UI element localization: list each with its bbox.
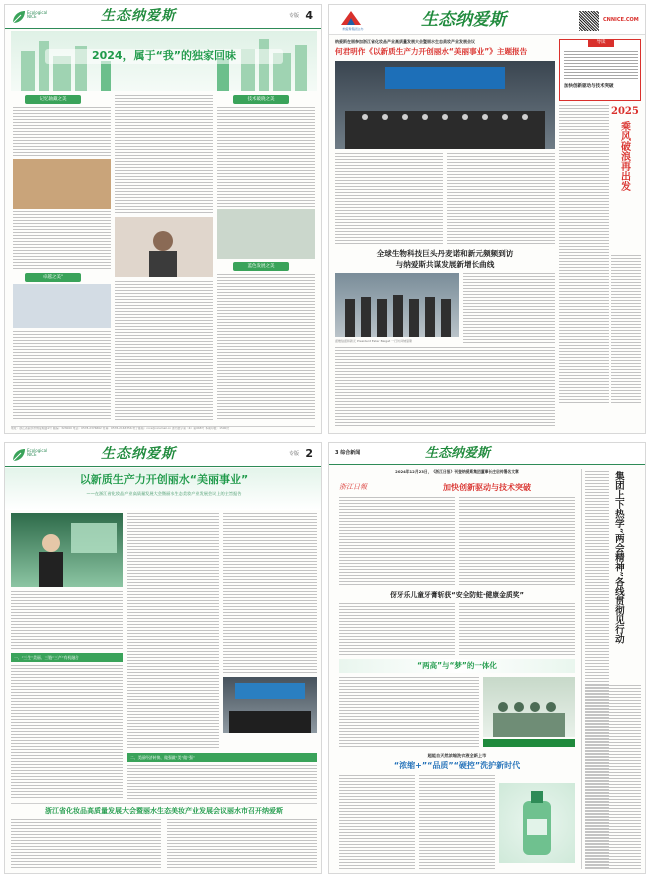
article-text [127,513,219,749]
section-tag-excellence: 卓越之美“ [25,273,81,282]
newspaper-brand: 生态纳爱斯 [421,10,506,30]
bottom-headline: “浓缩+”“品质”“硬控”洗护新时代 [393,761,521,770]
banner-title: 以新质生产力开创丽水“美丽事业” [79,473,249,486]
side-title: 集团上下热学“两会精神”各线贯彻见行动 [612,471,624,644]
presenter-photo [115,217,213,277]
eco-label: Ecological NICE [27,10,48,20]
leaf-logo-icon [11,447,27,463]
lead-kicker: 纳爱斯在丽参加浙江省化妆品产业高质量发展大会暨丽水生态美妆产业发展会议 [335,39,475,44]
page-footer: 地址：浙江省丽水市纳爱斯路1号 邮编：323000 电话：0578-2376862 传真：0578-2163356 电子邮箱：nice@nicemail.cn 浙内准字第（K）第068号 本期印数：1500份 [11,426,315,431]
article-text [11,591,123,649]
section-tag-blue-development: 蓝色发展之美 [233,262,289,271]
masthead [5,443,321,467]
banner-subtitle: ——在浙江省化妆品产业高质量发展大会暨丽水生态美妆产业发展会议上的主旨报告 [86,491,242,496]
guide-item: 加快创新驱动与技术突破 [564,84,614,89]
article-text [335,347,555,427]
page-number: 2 [305,447,313,460]
masthead [329,443,645,465]
article-text [339,603,455,655]
meeting-photo [223,677,317,733]
banner-title: 2024，属于“我”的独家回味 [45,49,283,64]
newspaper-brand: 生态纳爱斯 [101,8,176,24]
article-text [13,331,111,421]
lead-headline: 何君明作《以新质生产力开创丽水“美丽事业”》主题报告 [335,47,528,56]
toothpaste-headline: 伢牙乐儿童牙膏斩获“安全防蛀·健康金质奖” [390,591,524,599]
article-text [127,765,317,799]
visit-photo [335,273,459,337]
qr-code [579,11,599,31]
workshop-photo [13,159,111,209]
article-text [335,153,443,245]
office-photo [13,284,111,328]
side-year: 2025 [611,106,639,117]
leaf-logo-icon [11,9,27,25]
bottom-headline: 浙江省化妆品高质量发展大会暨丽水生态美妆产业发展会议丽水市召开纳爱斯 [45,807,283,815]
speaker-photo [11,513,123,587]
article-text [459,497,575,587]
article-text [11,665,123,799]
bottom-kicker: 超能自天然浓缩洗衣液全新上市 [427,753,487,758]
article-text [447,153,555,245]
side-title: 乘风破浪再出发 [618,121,630,191]
section-tag-memory: 记忆轴藏之美 [25,95,81,104]
article-text [223,513,317,673]
edition-label: 专版 [288,13,299,19]
article-text [13,211,111,271]
masthead-company: 纳爱斯集团主办 [342,27,364,31]
front-masthead [329,5,645,35]
article-text [559,105,609,405]
article-text [115,281,213,421]
article-text [339,497,455,587]
edition-label: 专版 [288,451,299,457]
newspaper-page-3 [328,442,646,874]
section-tag-technology: 技术破晓之美 [233,95,289,104]
lead-headline: 加快创新驱动与技术突破 [443,483,531,492]
article-text [463,273,555,343]
article-text [217,274,315,421]
newspaper-brand: 生态纳爱斯 [425,446,491,461]
zhejiang-daily-logo: 浙江日報 [339,483,367,491]
section-label: 3 综合新闻 [335,450,361,456]
newspaper-page-4 [4,4,322,434]
guide-box [559,39,641,101]
article-text [115,95,213,215]
article-text [339,677,479,747]
section-heading-1: 一、“三生”美丽、三链“三产”有机融合 [11,653,123,662]
newspaper-page-2 [4,442,322,874]
mid-headline: “两高”与“梦”的一体化 [417,661,497,670]
lab-photo [217,209,315,259]
article-text [419,775,495,869]
lead-kicker: 2024年12月23日，《浙江日报》刊登纳爱斯集团董事长庄启传署名文章 [395,469,519,474]
page-number: 4 [305,9,313,22]
article-text [611,255,641,405]
guide-text [564,51,638,81]
second-headline-2: 与纳爱斯共谋发展新增长曲线 [395,260,495,269]
article-text [13,107,111,157]
divider [11,803,317,804]
article-text [11,819,161,869]
website-label: CNNICE.COM [603,17,639,23]
article-text [459,603,575,655]
guide-label: 导读 [588,39,614,47]
newspaper-front-page [328,4,646,434]
article-text [167,819,317,869]
article-text [217,107,315,207]
eco-label: Ecological NICE [27,448,48,458]
company-logo-icon [339,9,363,27]
column-divider [581,469,582,869]
conference-photo [335,61,555,149]
photo-strip [483,739,575,747]
section-heading-2: 二、美丽经济转换、做强做“美”做“强” [127,753,317,762]
team-photo [483,677,575,737]
article-text [339,775,415,869]
article-text [585,685,641,869]
detergent-product-image [499,783,575,863]
second-headline: 全球生物科技巨头丹麦诺和新元频频到访 [376,249,514,258]
newspaper-brand: 生态纳爱斯 [101,446,176,462]
photo-caption: 诺维信诺和新元 President Ester Baiget 一行访问纳爱斯 [335,339,413,343]
masthead [5,5,321,29]
